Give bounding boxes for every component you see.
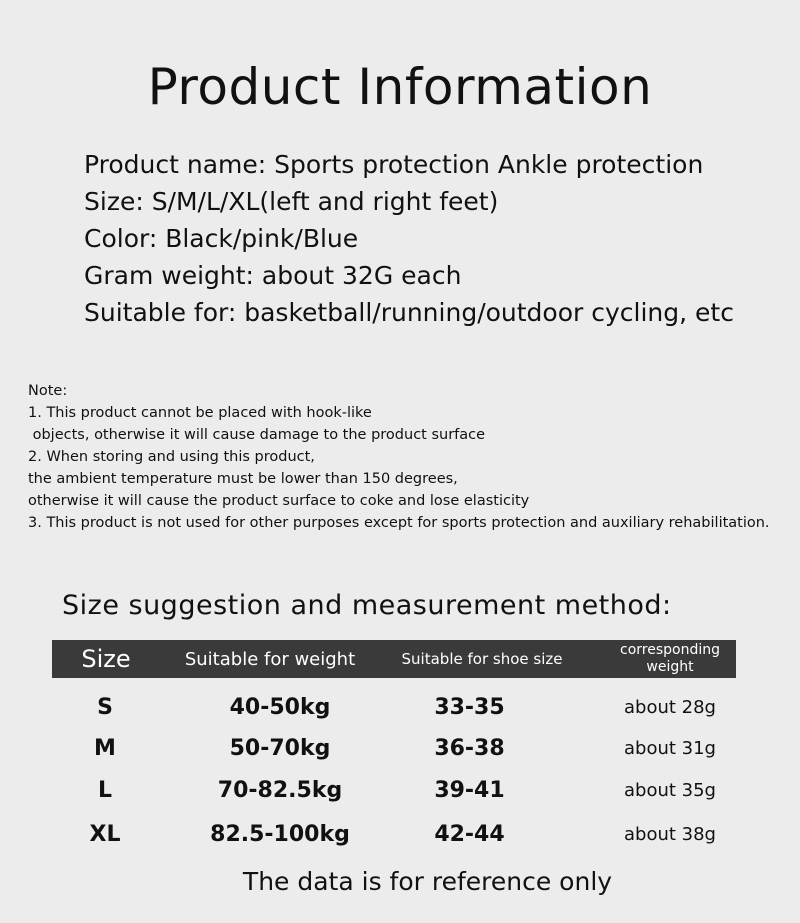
table-row [52, 770, 736, 810]
table-row [52, 814, 736, 854]
spec-size: Size: S/M/L/XL(left and right feet) [84, 187, 499, 216]
cell-weight: 70-82.5kg [217, 777, 343, 803]
cell-shoe-size: 42-44 [434, 821, 505, 847]
cell-weight: 82.5-100kg [210, 821, 350, 847]
cell-size: S [97, 694, 113, 720]
cell-size: L [97, 777, 113, 803]
header-size: Size [81, 645, 131, 673]
cell-size: XL [89, 821, 121, 847]
cell-weight: 50-70kg [229, 735, 331, 761]
table-row [52, 687, 736, 727]
size-section-heading: Size suggestion and measurement method: [62, 590, 672, 621]
product-specs-list [84, 146, 734, 331]
note-line: 1. This product cannot be placed with hook-like [28, 405, 372, 421]
spec-suitable-for: Suitable for: basketball/running/outdoor cycling, etc [84, 298, 734, 327]
cell-shoe-size: 36-38 [434, 735, 505, 761]
spec-color: Color: Black/pink/Blue [84, 224, 359, 253]
page-title: Product Information [147, 58, 653, 116]
cell-corresponding-weight: about 38g [624, 823, 716, 845]
note-heading: Note: [28, 383, 68, 399]
cell-shoe-size: 33-35 [434, 694, 505, 720]
note-line: objects, otherwise it will cause damage to the product surface [28, 427, 486, 443]
note-line: 3. This product is not used for other purposes except for sports protection and auxiliary rehabilitation. [28, 515, 770, 531]
cell-size: M [94, 735, 116, 761]
note-line: the ambient temperature must be lower than 150 degrees, [28, 471, 458, 487]
note-line: 2. When storing and using this product, [28, 449, 315, 465]
cell-corresponding-weight: about 31g [624, 737, 716, 759]
cell-corresponding-weight: about 28g [624, 696, 716, 718]
cell-corresponding-weight: about 35g [624, 779, 716, 801]
cell-shoe-size: 39-41 [434, 777, 505, 803]
header-weight: Suitable for weight [184, 648, 356, 670]
header-corresponding-weight: corresponding weight [620, 642, 720, 675]
table-row [52, 728, 736, 768]
reference-footnote: The data is for reference only [242, 867, 613, 896]
spec-product-name: Product name: Sports protection Ankle protection [84, 150, 704, 179]
spec-gram-weight: Gram weight: about 32G each [84, 261, 462, 290]
note-block [28, 380, 770, 534]
note-line: otherwise it will cause the product surface to coke and lose elasticity [28, 493, 530, 509]
header-shoe-size: Suitable for shoe size [401, 650, 563, 668]
size-table-header [52, 640, 736, 678]
cell-weight: 40-50kg [229, 694, 331, 720]
